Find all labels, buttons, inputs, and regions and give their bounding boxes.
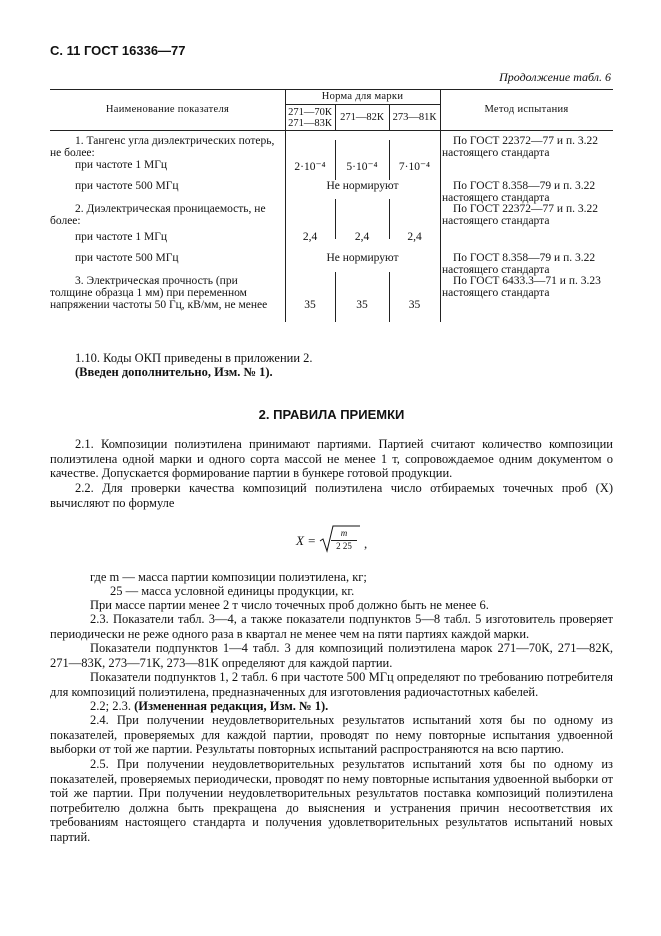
formula-numerator: m — [340, 528, 348, 538]
paragraph-2-1: 2.1. Композиции полиэтилена принимают партиями. Партией считают количество композиции полиэтилена одной марки и одного сорта массой не менее 1 т, сопровождаемое одним документом о качестве. Допускается формирование партии в бункере готовой продукции. — [50, 437, 613, 480]
paragraph-2-3-b: Показатели подпунктов 1—4 табл. 3 для композиций полиэтилена марок 271—70К, 271—82К, 271—83К, 273—71К, 273—81К определяют для каждой партии. — [50, 641, 613, 670]
row1-value-grade3: 7·10⁻⁴ — [398, 161, 431, 173]
row3-title-line2: толщине образца 1 мм) при переменном — [50, 287, 247, 299]
formula-where-line1: где m — масса партии композиции полиэтилена, кг; — [90, 570, 367, 584]
paragraph-2-3-c: Показатели подпунктов 1, 2 табл. 6 при частоте 500 МГц определяют по требованию потребителя для композиций полиэтилена, предназначенных для изготовления радиочастотных кабелей. — [50, 670, 613, 699]
table-continuation-label: Продолжение табл. 6 — [499, 70, 611, 84]
row1-title-line2: не более: — [50, 147, 95, 159]
row1-sub1: при частоте 1 МГц — [75, 159, 168, 171]
row2-title-line2: более: — [50, 215, 81, 227]
row2-not-normed: Не нормируют — [326, 252, 399, 264]
paragraph-2-4: 2.4. При получении неудовлетворительных результатов испытаний хотя бы по одному из показателей, проверяемых для каждой партии, проводят по нему повторные испытания удвоенной выборки от той же партии. Результаты повторных испытаний распространяются на всю партию. — [50, 713, 613, 756]
row1-sub2: при частоте 500 МГц — [75, 180, 179, 192]
row1-not-normed: Не нормируют — [326, 180, 399, 192]
paragraph-2-3: 2.3. Показатели табл. 3—4, а также показатели подпунктов 5—8 табл. 5 изготовитель проверяет периодически не реже одного раза в квартал не менее чем на пяти партиях каждой марки. — [50, 612, 613, 641]
row3-value-grade1: 35 — [304, 299, 316, 311]
row3-method-line1: По ГОСТ 6433.3—71 и п. 3.23 — [453, 275, 601, 287]
column-header-norm: Норма для марки — [321, 91, 404, 102]
row2-value-grade1: 2,4 — [302, 231, 318, 243]
page-header: С. 11 ГОСТ 16336—77 — [50, 43, 186, 58]
row1-method1-line2: настоящего стандарта — [442, 147, 550, 159]
row1-value-grade2: 5·10⁻⁴ — [346, 161, 378, 173]
row3-value-grade2: 35 — [356, 299, 368, 311]
column-header-method: Метод испытания — [484, 104, 569, 115]
row2-title-line1: 2. Диэлектрическая проницаемость, не — [75, 203, 266, 215]
column-header-grade1-line1: 271—70К — [288, 107, 332, 118]
formula-tail: , — [364, 536, 368, 551]
formula-denominator: 2 25 — [336, 541, 352, 551]
row1-value-grade1: 2·10⁻⁴ — [294, 161, 326, 173]
paragraph-1-10-note: (Введен дополнительно, Изм. № 1). — [75, 365, 273, 379]
note-bold: (Измененная редакция, Изм. № 1). — [134, 699, 329, 713]
paragraph-2-2: 2.2. Для проверки качества композиций полиэтилена число отбираемых точечных проб (X) вычисляют по формуле — [50, 481, 613, 510]
row2-method2-line2: настоящего стандарта — [442, 264, 550, 276]
paragraph-min-samples: При массе партии менее 2 т число точечных проб должно быть не менее 6. — [90, 598, 489, 612]
row2-method1-line2: настоящего стандарта — [442, 215, 550, 227]
formula-where-line2: 25 — масса условной единицы продукции, кг. — [110, 584, 355, 598]
row2-value-grade2: 2,4 — [354, 231, 370, 243]
row2-sub2: при частоте 500 МГц — [75, 252, 179, 264]
paragraph-2-5: 2.5. При получении неудовлетворительных результатов испытаний хотя бы по одному из показателей, проверяемых периодически, проводят по нему повторные испытания удвоенной выборки от той же партии. При получении неудовлетворительных результатов поставка композиций полиэтилена потребителю должна быть прекращена до выяснения и устранения причин несоответствия их требованиям настоящего стандарта и получения удовлетворительных результатов испытаний новых партий. — [50, 757, 613, 844]
row1-title-line1: 1. Тангенс угла диэлектрических потерь, — [75, 135, 275, 147]
formula-lhs: X = — [296, 533, 316, 548]
column-header-grade3: 273—81К — [392, 112, 437, 123]
row2-value-grade3: 2,4 — [407, 231, 422, 243]
row3-method-line2: настоящего стандарта — [442, 287, 550, 299]
note-prefix: 2.2; 2.3. — [90, 699, 131, 713]
row3-title-line3: напряжении частоты 50 Гц, кВ/мм, не менее — [50, 299, 268, 311]
row1-method2-line2: настоящего стандарта — [442, 192, 550, 204]
row1-method1-line1: По ГОСТ 22372—77 и п. 3.22 — [453, 135, 598, 147]
row2-method2-line1: По ГОСТ 8.358—79 и п. 3.22 — [453, 252, 596, 264]
column-header-grade2: 271—82К — [340, 112, 384, 123]
paragraph-1-10: 1.10. Коды ОКП приведены в приложении 2. — [75, 351, 313, 365]
column-header-name: Наименование показателя — [105, 104, 230, 115]
row2-method1-line1: По ГОСТ 22372—77 и п. 3.22 — [453, 203, 598, 215]
row1-method2-line1: По ГОСТ 8.358—79 и п. 3.22 — [453, 180, 596, 192]
paragraph-2-3-note — [90, 699, 328, 714]
section-title: 2. ПРАВИЛА ПРИЕМКИ — [258, 407, 405, 422]
column-header-grade1-line2: 271—83К — [288, 118, 332, 129]
row3-title-line1: 3. Электрическая прочность (при — [75, 275, 238, 287]
row2-sub1: при частоте 1 МГц — [75, 231, 168, 243]
row3-value-grade3: 35 — [408, 299, 421, 311]
